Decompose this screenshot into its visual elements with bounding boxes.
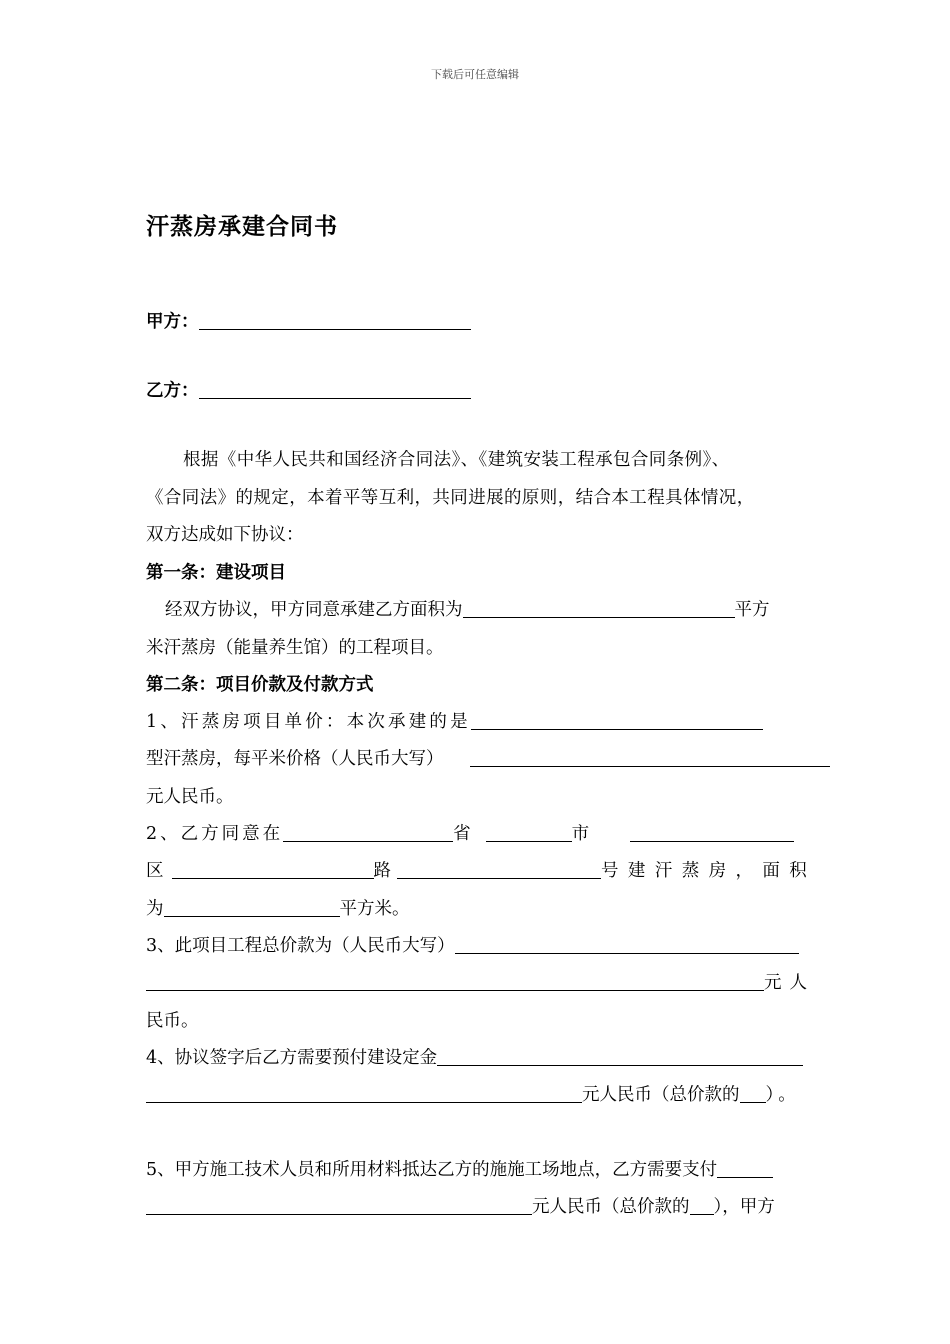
- item-1-price-text: 型汗蒸房，每平米价格（人民币大写）: [146, 749, 444, 769]
- item-2-line-1: [146, 822, 794, 846]
- model-blank[interactable]: [471, 712, 763, 730]
- item-3-line-1: [146, 934, 799, 958]
- province-blank[interactable]: [283, 824, 453, 842]
- item-4-line-2: [146, 1083, 800, 1107]
- deposit-blank-2[interactable]: [146, 1085, 582, 1103]
- item-3-yuan: 元人: [764, 973, 815, 993]
- article-1-line-2: 米汗蒸房（能量养生馆）的工程项目。: [146, 638, 444, 658]
- document-title: 汗蒸房承建合同书: [146, 213, 338, 240]
- article-1-unit: 平方: [734, 600, 770, 620]
- party-b-label: 乙方：: [146, 381, 199, 401]
- deposit-blank[interactable]: [437, 1048, 803, 1066]
- party-b-line: [146, 379, 471, 403]
- city-label: 市: [571, 824, 593, 844]
- item-1-text: 1、汗蒸房项目单价：本次承建的是: [146, 712, 471, 732]
- item-2-line-3: [146, 897, 410, 921]
- page-header: 下载后可任意编辑: [431, 68, 519, 81]
- article-1-line-1: [165, 598, 770, 622]
- payment-blank[interactable]: [717, 1160, 773, 1178]
- intro-line-3: 双方达成如下协议：: [146, 525, 304, 545]
- province-label: 省: [453, 824, 474, 844]
- item-5-line-2: [146, 1195, 775, 1219]
- intro-line-2: 《合同法》的规定，本着平等互利，共同进展的原则，结合本工程具体情况，: [146, 488, 755, 508]
- payment-blank-2[interactable]: [146, 1197, 532, 1215]
- city-extra-blank[interactable]: [630, 824, 794, 842]
- article-1-heading: 第一条：建设项目: [146, 563, 286, 583]
- intro-line-1: 根据《中华人民共和国经济合同法》、《建筑安装工程承包合同条例》、: [183, 450, 730, 470]
- district-blank[interactable]: [172, 861, 374, 879]
- payment-percent-blank[interactable]: [690, 1197, 714, 1215]
- item-5-text: 5、甲方施工技术人员和所用材料抵达乙方的施施工场地点，乙方需要支付: [146, 1160, 718, 1180]
- article-1-text: 经双方协议，甲方同意承建乙方面积为: [165, 600, 463, 620]
- city-blank[interactable]: [486, 824, 572, 842]
- total-price-blank[interactable]: [455, 936, 799, 954]
- item-4-line-1: [146, 1046, 803, 1070]
- party-a-line: [146, 310, 471, 334]
- build-area-blank[interactable]: [164, 899, 340, 917]
- district-label: 区: [146, 861, 164, 881]
- area-prefix: 为: [146, 899, 164, 919]
- item-4-yuan: 元人民币（总价款的: [582, 1085, 740, 1105]
- total-price-blank-2[interactable]: [146, 973, 764, 991]
- item-3-line-3: 民币。: [146, 1011, 199, 1031]
- unit-price-blank[interactable]: [470, 749, 830, 767]
- item-3-text: 3、此项目工程总价款为（人民币大写）: [146, 936, 455, 956]
- item-5-end: ），甲方: [713, 1197, 775, 1217]
- road-label: 路: [373, 861, 391, 881]
- area-suffix: 平方米。: [339, 899, 410, 919]
- party-a-label: 甲方：: [146, 312, 199, 332]
- item-1-line-3: 元人民币。: [146, 787, 234, 807]
- item-1-line-1: [146, 710, 763, 734]
- road-blank[interactable]: [397, 861, 601, 879]
- item-5-yuan: 元人民币（总价款的: [532, 1197, 690, 1217]
- number-label: 号建汗蒸房，面积: [601, 861, 817, 881]
- item-4-end: ）。: [765, 1085, 800, 1105]
- item-5-line-1: [146, 1158, 773, 1182]
- item-3-line-2: [146, 971, 815, 995]
- party-b-blank[interactable]: [199, 381, 471, 399]
- item-2-line-2: [146, 859, 816, 883]
- area-blank[interactable]: [463, 600, 735, 618]
- deposit-percent-blank[interactable]: [740, 1085, 766, 1103]
- party-a-blank[interactable]: [199, 312, 471, 330]
- article-2-heading: 第二条：项目价款及付款方式: [146, 675, 374, 695]
- item-4-text: 4、协议签字后乙方需要预付建设定金: [146, 1048, 438, 1068]
- item-2-text: 2、乙方同意在: [146, 824, 284, 844]
- item-1-line-2: [146, 747, 830, 771]
